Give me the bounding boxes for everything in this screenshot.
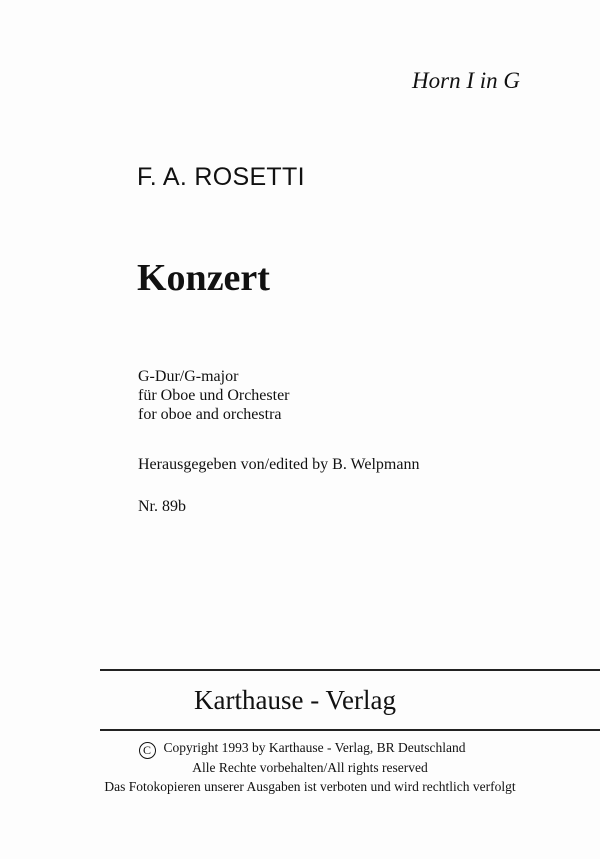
photocopy-warning: Das Fotokopieren unserer Ausgaben ist verboten und wird rechtlich verfolgt [104,779,516,794]
part-label: Horn I in G [412,68,520,93]
catalog-number: Nr. 89b [138,498,186,515]
copyright-icon: C [139,742,156,759]
divider-bottom [100,729,600,731]
key-signature: G-Dur/G-major [138,368,239,385]
divider-top [100,669,600,671]
rights-reserved: Alle Rechte vorbehalten/All rights reserved [192,760,428,775]
work-title: Konzert [137,257,270,299]
composer-name: F. A. ROSETTI [137,163,305,191]
copyright-line [0,740,600,759]
instrumentation-german: für Oboe und Orchester [138,387,290,404]
copyright-text: Copyright 1993 by Karthause - Verlag, BR Deutschland [163,740,466,755]
instrumentation-english: for oboe and orchestra [138,406,282,423]
publisher-name: Karthause - Verlag [194,685,396,715]
editor-credit: Herausgegeben von/edited by B. Welpmann [138,456,420,473]
